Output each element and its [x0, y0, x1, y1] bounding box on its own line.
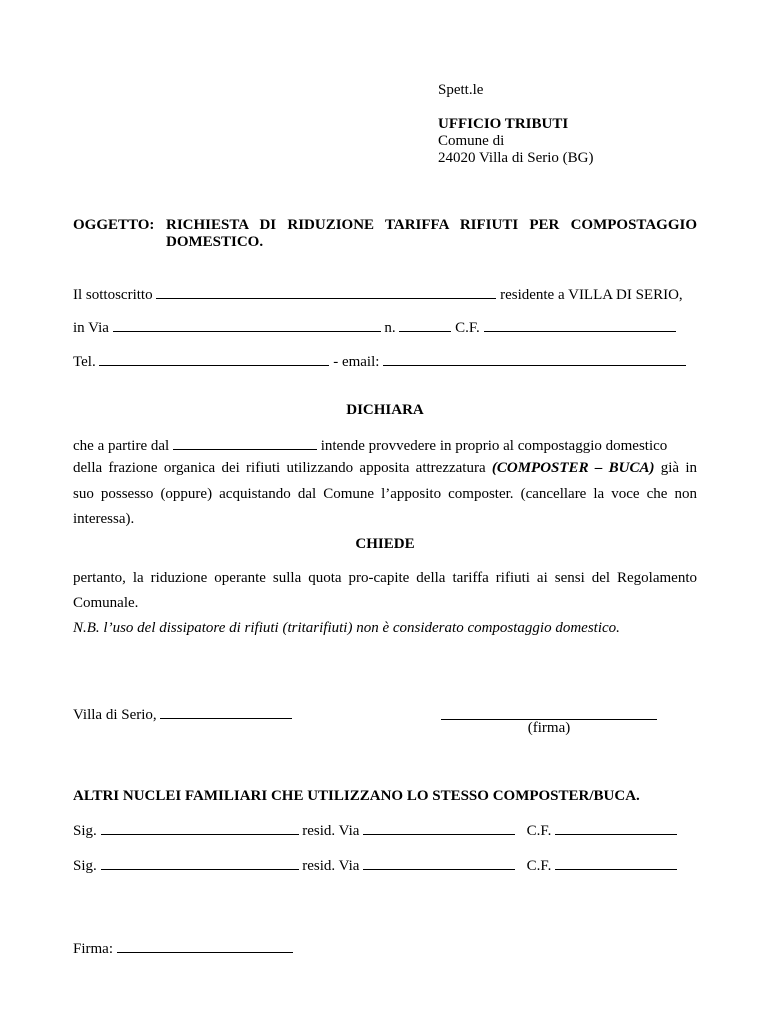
household-row: [73, 820, 677, 840]
declaration-line-3: suo possesso (oppure) acquistando dal Comune l’apposito composter. (cancellare la voce che non: [73, 486, 697, 502]
household-row: [73, 855, 677, 875]
household-street-label: resid. Via: [302, 823, 360, 839]
place-date-row: [73, 704, 292, 724]
start-date-field[interactable]: [173, 435, 317, 450]
email-field[interactable]: [383, 351, 686, 366]
signature-field[interactable]: [441, 705, 657, 720]
household-cf-label: C.F.: [526, 823, 552, 839]
street-number-field[interactable]: [399, 317, 451, 332]
other-households-heading: ALTRI NUCLEI FAMILIARI CHE UTILIZZANO LO STESSO COMPOSTER/BUCA.: [73, 788, 640, 804]
declaration-line-2: [73, 460, 697, 477]
declaration-line-4: interessa).: [73, 511, 135, 527]
household-street-field[interactable]: [363, 820, 515, 835]
declaration-line-2-end: già in: [660, 460, 698, 476]
signature-date-field[interactable]: [160, 704, 292, 719]
request-line-1: pertanto, la riduzione operante sulla quota pro-capite della tariffa rifiuti ai sensi del Regolamento: [73, 570, 697, 586]
street-label: in Via: [73, 320, 109, 336]
final-signature-row: [73, 938, 293, 958]
undersigned-name-field[interactable]: [156, 284, 496, 299]
signature-caption: (firma): [527, 720, 571, 736]
undersigned-row: [73, 284, 683, 304]
fiscal-code-field[interactable]: [484, 317, 676, 332]
household-name-label: Sig.: [73, 858, 97, 874]
email-label: - email:: [333, 354, 380, 370]
request-note: N.B. l’uso del dissipatore di rifiuti (tritarifiuti) non è considerato compostaggio domestico.: [73, 620, 620, 636]
street-field[interactable]: [113, 317, 381, 332]
request-line-2: Comunale.: [73, 595, 139, 611]
number-label: n.: [384, 320, 396, 336]
residence-label: residente a VILLA DI SERIO,: [500, 287, 683, 303]
subject-label: OGGETTO:: [73, 217, 155, 233]
household-cf-label: C.F.: [526, 858, 552, 874]
final-signature-label: Firma:: [73, 941, 113, 957]
place-label: Villa di Serio,: [73, 707, 157, 723]
recipient-salutation: Spett.le: [438, 82, 484, 98]
composter-option: (COMPOSTER – BUCA): [491, 460, 655, 476]
household-street-field[interactable]: [363, 855, 515, 870]
household-name-label: Sig.: [73, 823, 97, 839]
subject-line-1: RICHIESTA DI RIDUZIONE TARIFFA RIFIUTI PER COMPOSTAGGIO: [166, 217, 697, 233]
recipient-address: 24020 Villa di Serio (BG): [438, 150, 594, 166]
final-signature-field[interactable]: [117, 938, 293, 953]
phone-field[interactable]: [99, 351, 329, 366]
street-row: [73, 317, 676, 337]
declaration-line-1: [73, 435, 667, 455]
contact-row: [73, 351, 686, 371]
household-name-field[interactable]: [101, 855, 299, 870]
from-date-label: che a partire dal: [73, 438, 170, 454]
declaration-heading: DICHIARA: [346, 402, 424, 418]
subject-line-2: DOMESTICO.: [166, 234, 264, 250]
request-heading: CHIEDE: [355, 536, 415, 552]
household-cf-field[interactable]: [555, 855, 677, 870]
household-name-field[interactable]: [101, 820, 299, 835]
declaration-line-2-start: della frazione organica dei rifiuti utilizzando apposita attrezzatura: [73, 460, 486, 476]
recipient-office: UFFICIO TRIBUTI: [438, 116, 569, 132]
household-street-label: resid. Via: [302, 858, 360, 874]
undersigned-label: Il sottoscritto: [73, 287, 153, 303]
fiscal-code-label: C.F.: [455, 320, 480, 336]
recipient-municipality: Comune di: [438, 133, 505, 149]
phone-label: Tel.: [73, 354, 96, 370]
household-cf-field[interactable]: [555, 820, 677, 835]
declaration-line-1-rest: intende provvedere in proprio al compostaggio domestico: [320, 438, 668, 454]
